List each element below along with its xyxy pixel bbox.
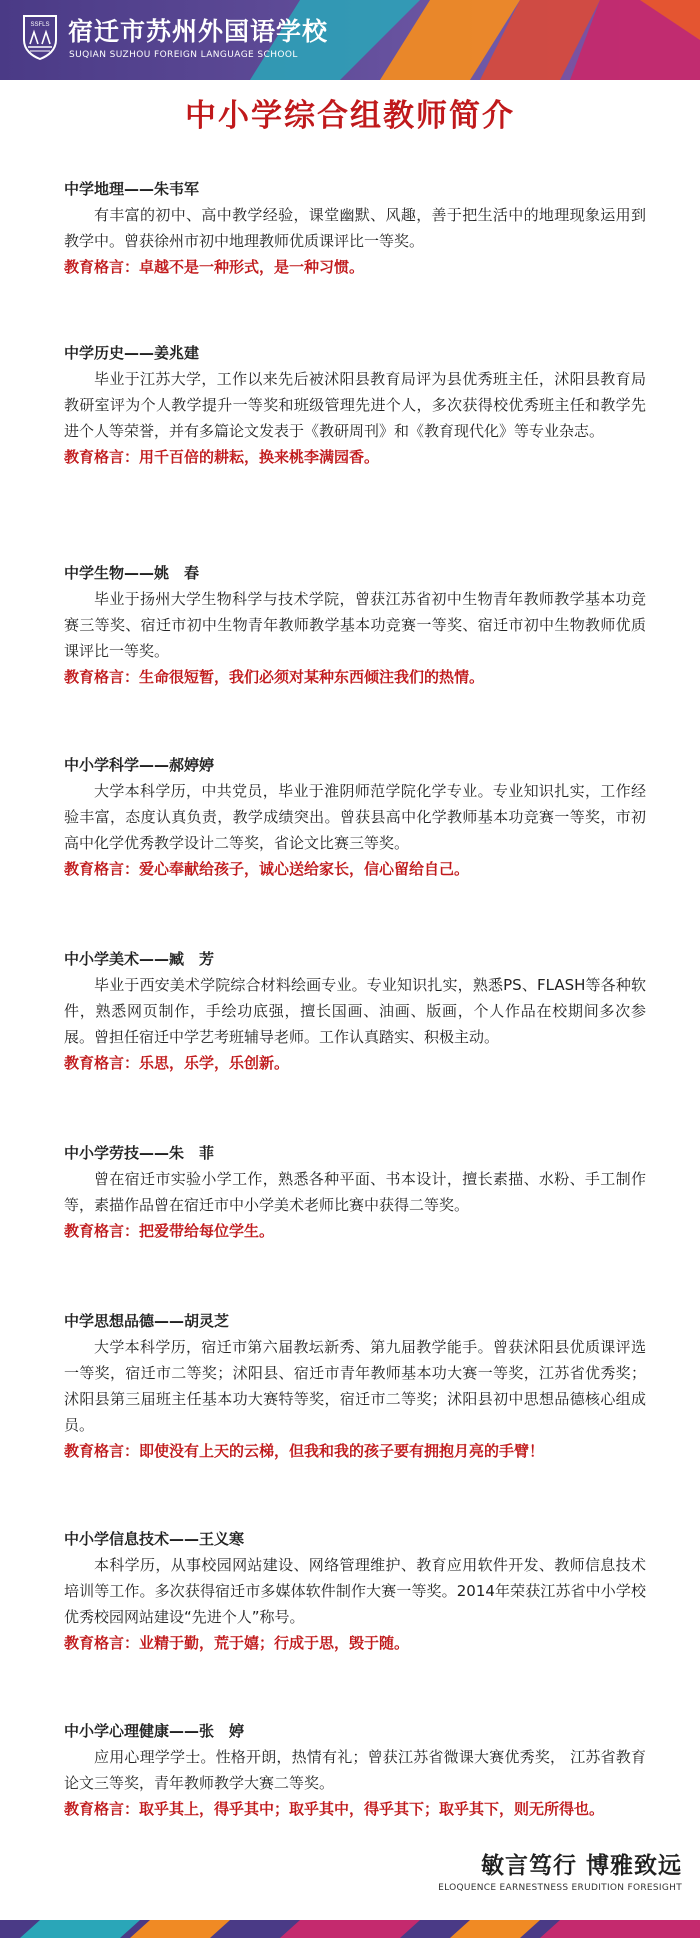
teacher-card-psychology — [64, 1718, 646, 1822]
school-name-en: SUQIAN SUZHOU FOREIGN LANGUAGE SCHOOL — [69, 50, 298, 60]
teacher-heading: 中学地理——朱韦军 — [64, 180, 200, 198]
teacher-card-biology — [64, 560, 646, 690]
header-banner — [0, 0, 700, 80]
teacher-heading: 中学历史——姜兆建 — [64, 344, 200, 362]
teacher-bio: 应用心理学学士。性格开朗，热情有礼；曾获江苏省微课大赛优秀奖， 江苏省教育论文三等奖，青年教师教学大赛二等奖。 — [64, 1748, 646, 1792]
teacher-motto: 教育格言：把爱带给每位学生。 — [64, 1222, 275, 1240]
teacher-bio: 毕业于江苏大学，工作以来先后被沭阳县教育局评为县优秀班主任，沭阳县教育局教研室评为个人教学提升一等奖和班级管理先进个人，多次获得校优秀班主任和教学先进个人等荣誉，并有多篇论文发表于《教研周刊》和《教育现代化》等专业杂志。 — [64, 370, 646, 440]
teacher-bio: 毕业于扬州大学生物科学与技术学院，曾获江苏省初中生物青年教师教学基本功竞赛三等奖、宿迁市初中生物青年教师教学基本功竞赛一等奖、宿迁市初中生物教师优质课评比一等奖。 — [64, 590, 646, 660]
teacher-motto: 教育格言：用千百倍的耕耘，换来桃李满园香。 — [64, 448, 380, 466]
footer-slogan-en: ELOQUENCE EARNESTNESS ERUDITION FORESIGHT — [438, 1883, 682, 1893]
teacher-bio: 毕业于西安美术学院综合材料绘画专业。专业知识扎实，熟悉PS、FLASH等各种软件，熟悉网页制作，手绘功底强，擅长国画、油画、版画，个人作品在校期间多次参展。曾担任宿迁中学艺考班辅导老师。工作认真踏实、积极主动。 — [64, 976, 646, 1046]
logo-text: SSFLS — [30, 22, 50, 28]
teacher-card-art — [64, 946, 646, 1076]
teacher-heading: 中小学心理健康——张 婷 — [64, 1722, 245, 1740]
teacher-heading: 中小学信息技术——王义寒 — [64, 1530, 245, 1548]
teacher-card-history — [64, 340, 646, 470]
teacher-heading: 中小学科学——郝婷婷 — [64, 756, 215, 774]
teacher-heading: 中小学劳技——朱 菲 — [64, 1144, 215, 1162]
teacher-motto: 教育格言：业精于勤，荒于嬉；行成于思，毁于随。 — [64, 1634, 410, 1652]
teacher-card-ethics — [64, 1308, 646, 1464]
teacher-motto: 教育格言：爱心奉献给孩子，诚心送给家长，信心留给自己。 — [64, 860, 470, 878]
teacher-motto: 教育格言：乐思，乐学，乐创新。 — [64, 1054, 290, 1072]
teacher-bio: 大学本科学历，宿迁市第六届教坛新秀、第九届教学能手。曾获沭阳县优质课评选一等奖，宿迁市二等奖；沭阳县、宿迁市青年教师基本功大赛一等奖，江苏省优秀奖；沭阳县第三届班主任基本功大赛特等奖，宿迁市二等奖；沭阳县初中思想品德核心组成员。 — [64, 1338, 646, 1434]
teacher-motto: 教育格言：即使没有上天的云梯，但我和我的孩子要有拥抱月亮的手臂！ — [64, 1442, 545, 1460]
teacher-bio: 本科学历，从事校园网站建设、网络管理维护、教育应用软件开发、教师信息技术培训等工作。多次获得宿迁市多媒体软件制作大赛一等奖。2014年荣获江苏省中小学校优秀校园网站建设“先进个人”称号。 — [64, 1556, 646, 1626]
teacher-heading: 中学生物——姚 春 — [64, 564, 200, 582]
teacher-heading: 中学思想品德——胡灵芝 — [64, 1312, 230, 1330]
teacher-card-geography — [64, 176, 646, 280]
school-logo-icon — [20, 14, 60, 60]
teacher-card-labor-tech — [64, 1140, 646, 1244]
teacher-motto: 教育格言：生命很短暂，我们必须对某种东西倾注我们的热情。 — [64, 668, 485, 686]
teacher-bio: 有丰富的初中、高中教学经验，课堂幽默、风趣，善于把生活中的地理现象运用到教学中。曾获徐州市初中地理教师优质课评比一等奖。 — [64, 206, 646, 250]
footer-color-bar — [0, 1920, 700, 1938]
teacher-bio: 大学本科学历，中共党员，毕业于淮阴师范学院化学专业。专业知识扎实，工作经验丰富，态度认真负责，教学成绩突出。曾获县高中化学教师基本功竞赛一等奖，市初高中化学优秀教学设计二等奖，省论文比赛三等奖。 — [64, 782, 646, 852]
school-name: 宿迁市苏州外国语学校 — [68, 17, 329, 46]
teacher-card-it — [64, 1526, 646, 1656]
teacher-motto: 教育格言：取乎其上，得乎其中；取乎其中，得乎其下；取乎其下，则无所得也。 — [64, 1800, 605, 1818]
teacher-bio: 曾在宿迁市实验小学工作，熟悉各种平面、书本设计，擅长素描、水粉、手工制作等，素描作品曾在宿迁市中小学美术老师比赛中获得二等奖。 — [64, 1170, 646, 1214]
teacher-heading: 中小学美术——臧 芳 — [64, 950, 215, 968]
page-title: 中小学综合组教师简介 — [185, 98, 515, 134]
footer-slogan: 敏言笃行 博雅致远 — [480, 1853, 682, 1879]
teacher-motto: 教育格言：卓越不是一种形式，是一种习惯。 — [64, 258, 365, 276]
teacher-card-science — [64, 752, 646, 882]
